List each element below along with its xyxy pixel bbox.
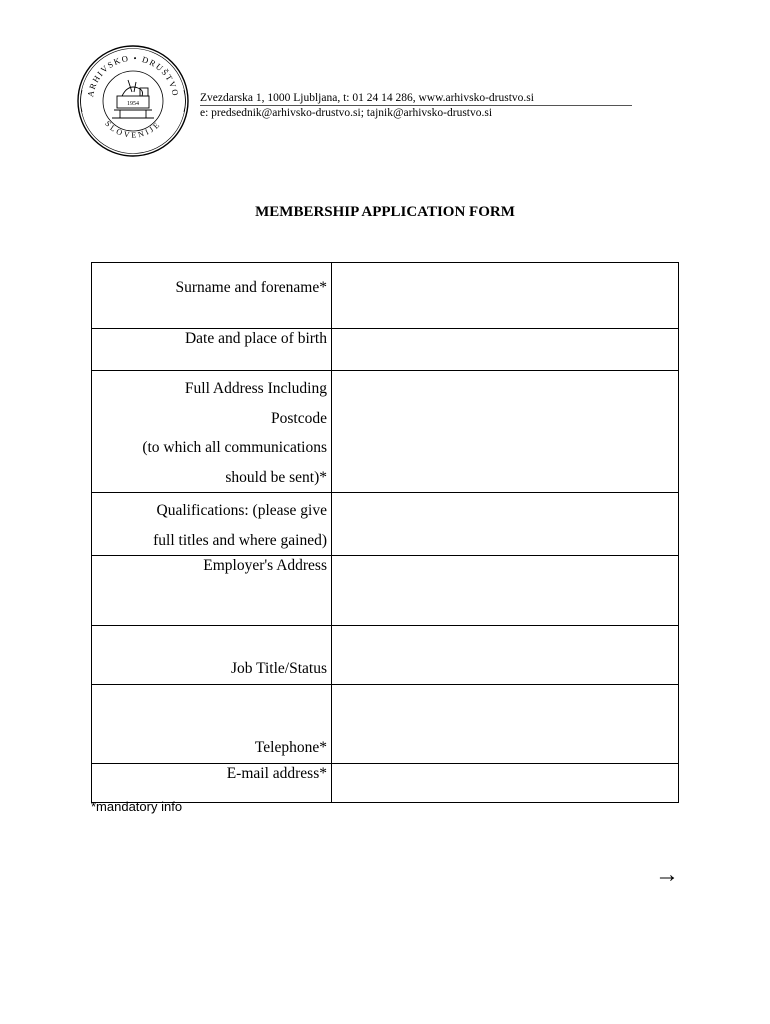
- telephone-input-cell[interactable]: [332, 685, 679, 764]
- address-input-cell[interactable]: [332, 371, 679, 493]
- email-label-text: E-mail address*: [226, 765, 327, 782]
- employer-label-text: Employer's Address: [203, 557, 327, 574]
- employer-input-cell[interactable]: [332, 556, 679, 626]
- telephone-label: [92, 685, 332, 764]
- address-label: [92, 371, 332, 493]
- birth-label: [92, 329, 332, 371]
- svg-text:1954: 1954: [127, 101, 139, 107]
- header-email-line: e: predsednik@arhivsko-drustvo.si; tajnik@arhivsko-drustvo.si: [200, 107, 493, 119]
- birth-label-text: Date and place of birth: [184, 330, 327, 347]
- svg-text:ARHIVSKO • DRUŠTVO: ARHIVSKO • DRUŠTVO: [85, 52, 181, 98]
- form-row-qualifications: [92, 493, 679, 556]
- job-label-text: Job Title/Status: [230, 660, 327, 677]
- mandatory-note: *mandatory info: [91, 799, 183, 814]
- membership-form-table: [91, 262, 679, 803]
- address-label-line-2: Postcode: [271, 409, 327, 427]
- form-row-name: [92, 263, 679, 329]
- form-row-address: [92, 371, 679, 493]
- form-row-employer: [92, 556, 679, 626]
- email-input-cell[interactable]: [332, 764, 679, 803]
- society-seal-logo: [76, 44, 190, 158]
- employer-label: [92, 556, 332, 626]
- address-label-line-4: should be sent)*: [225, 468, 327, 486]
- name-input-cell[interactable]: [332, 263, 679, 329]
- name-label-text: Surname and forename*: [175, 279, 327, 296]
- name-label: [92, 263, 332, 329]
- email-label: [92, 764, 332, 803]
- address-label-line-1: Full Address Including: [184, 380, 327, 397]
- next-page-arrow-icon[interactable]: →: [655, 862, 679, 888]
- form-row-job: [92, 626, 679, 685]
- address-label-line-3: (to which all communications: [142, 439, 327, 456]
- header-address-line: Zvezdarska 1, 1000 Ljubljana, t: 01 24 14 286, www.arhivsko-drustvo.si: [200, 91, 632, 106]
- svg-text:SLOVENIJE: SLOVENIJE: [103, 119, 163, 140]
- qualifications-label: [92, 493, 332, 556]
- telephone-label-text: Telephone*: [254, 739, 327, 756]
- header-contact-block: [200, 91, 632, 120]
- job-label: [92, 626, 332, 685]
- form-title: MEMBERSHIP APPLICATION FORM: [255, 204, 515, 220]
- birth-input-cell[interactable]: [332, 329, 679, 371]
- qualifications-input-cell[interactable]: [332, 493, 679, 556]
- qualifications-label-line-2: full titles and where gained): [153, 531, 327, 549]
- job-input-cell[interactable]: [332, 626, 679, 685]
- qualifications-label-line-1: Qualifications: (please give: [156, 502, 327, 519]
- form-row-email: [92, 764, 679, 803]
- form-row-telephone: [92, 685, 679, 764]
- form-row-birth: [92, 329, 679, 371]
